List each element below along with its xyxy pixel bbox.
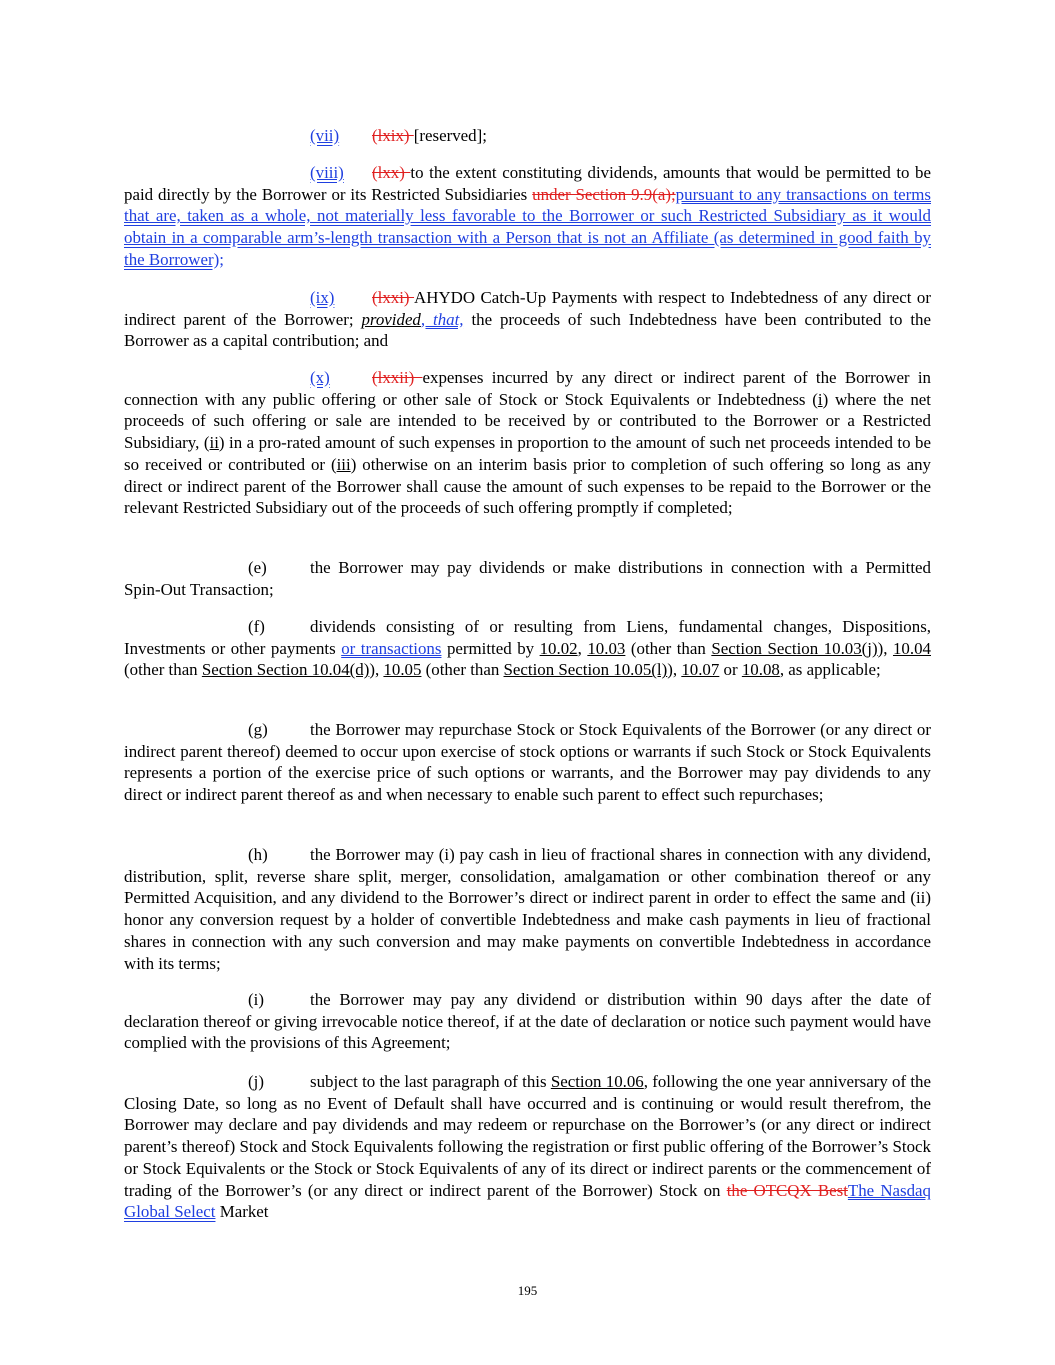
- deleted-text: the OTCQX Best: [726, 1180, 848, 1200]
- section-ref: Section 10.06: [550, 1072, 644, 1091]
- clause-number: (e): [248, 558, 267, 577]
- section-ref: 10.05: [383, 660, 422, 680]
- section-ref: 10.02: [539, 638, 578, 658]
- section-ref: Section Section 10.04(d): [201, 660, 370, 680]
- deleted-clause-number: (lxxi): [372, 288, 415, 307]
- clause-e: (e) the Borrower may pay dividends or make distributions in connection with a Permitted Spin-Out Transaction;: [124, 558, 931, 599]
- section-ref: 10.03: [587, 638, 626, 658]
- new-clause-number: (ix): [310, 288, 335, 307]
- section-ref: Section Section 10.05(l): [503, 660, 668, 680]
- clause-f: (f) dividends consisting of or resulting from Liens, fundamental changes, Dispositions, Investments or other payments or transactions permitted by 10.02, 10.03 (other than Section Section 10.03(j)), 10.04 (other than Section Section 10.04(d)), 10.05 (other than Section Section 10.05(l)), 10.07 or 10.08, as applicable;: [124, 617, 931, 680]
- deleted-clause-number: (lxx): [372, 163, 411, 182]
- deleted-text: under Section 9.9(a);: [532, 184, 676, 204]
- clause-vii: (vii) (lxix) [reserved];: [310, 126, 487, 145]
- clause-number: (h): [248, 845, 268, 864]
- clause-g: (g) the Borrower may repurchase Stock or Stock Equivalents of the Borrower (or any direct or indirect parent thereof) deemed to occur upon exercise of stock options or warrants if such Stock or Stock Equivalents represents a portion of the exercise price of such options or warrants, and the Borrower may pay dividends to any direct or indirect parent thereof as and when necessary to enable such parent to effect such repurchases;: [124, 720, 931, 805]
- clause-j: (j) subject to the last paragraph of this Section 10.06, following the one year anniversary of the Closing Date, so long as no Event of Default shall have occurred and is continuing or would result therefrom, the Borrower may declare and pay dividends and may redeem or repurchase on the Borrower’s (or any direct or indirect parent’s thereof) Stock and Stock Equivalents following the registration or first public offering of the Borrower’s Stock or Stock Equivalents or the Stock or Stock Equivalents of any of its direct or indirect parents or the commencement of trading of the Borrower’s (or any direct or indirect parent of the Borrower) Stock on the OTCQX BestThe Nasdaq Global Select Market: [124, 1072, 931, 1222]
- section-ref: 10.04: [892, 638, 931, 658]
- clause-i: (i) the Borrower may pay any dividend or distribution within 90 days after the date of declaration thereof or giving irrevocable notice thereof, if at the date of declaration or notice such payment would have complied with the provisions of this Agreement;: [124, 990, 931, 1053]
- clause-number: (g): [248, 720, 268, 739]
- provided-term: provided: [361, 309, 421, 329]
- clause-number: (j): [248, 1072, 264, 1091]
- clause-number: (f): [248, 617, 265, 636]
- new-clause-number: (vii): [310, 126, 340, 145]
- section-ref: Section Section 10.03(j): [711, 638, 878, 658]
- section-ref: 10.08: [741, 660, 780, 680]
- inserted-text: , that,: [420, 309, 464, 329]
- clause-number: (i): [248, 990, 264, 1009]
- inserted-text: or transactions: [341, 638, 442, 658]
- new-clause-number: (x): [310, 368, 330, 387]
- clause-ix: (ix) (lxxi) AHYDO Catch-Up Payments with respect to Indebtedness of any direct or indirect parent of the Borrower; provided, that, the proceeds of such Indebtedness have been contributed to the Borrower as a capital contribution; and: [124, 288, 931, 351]
- deleted-clause-number: (lxix): [372, 126, 414, 145]
- clause-viii: (viii) (lxx) to the extent constituting dividends, amounts that would be permitted to be paid directly by the Borrower or its Restricted Subsidiaries under Section 9.9(a);pursuant to any transactions on terms that are, taken as a whole, not materially less favorable to the Borrower or such Restricted Subsidiary as it would obtain in a comparable arm’s-length transaction with a Person that is not an Affiliate (as determined in good faith by the Borrower);: [124, 163, 931, 269]
- section-ref: 10.07: [681, 660, 720, 680]
- clause-h: (h) the Borrower may (i) pay cash in lieu of fractional shares in connection with any dividend, distribution, split, reverse share split, merger, consolidation, amalgamation or other combination thereof or any Permitted Acquisition, and any dividend to the Borrower’s direct or indirect parent in order to effect the same and (ii) honor any conversion request by a holder of convertible Indebtedness and make cash payments in lieu of fractional shares in connection with any such conversion and may make payments on convertible Indebtedness in accordance with its terms;: [124, 845, 931, 973]
- inserted-text: pursuant to any transactions on terms that are, taken as a whole, not materially less favorable to the Borrower or such Restricted Subsidiary as it would obtain in a comparable arm’s-length transaction with a Person that is not an Affiliate (as determined in good faith by the Borrower);: [124, 184, 931, 269]
- clause-x: (x) (lxxii) expenses incurred by any direct or indirect parent of the Borrower in connection with any public offering or other sale of Stock or Stock Equivalents or Indebtedness (i) where the net proceeds of such offering or sale are intended to be received by or contributed to the Borrower or a Restricted Subsidiary, (ii) in a pro-rated amount of such expenses in proportion to the amount of such net proceeds intended to be so received or contributed or (iii) otherwise on an interim basis prior to completion of such offering so long as any direct or indirect parent of the Borrower shall cause the amount of such expenses to be repaid to the Borrower or the relevant Restricted Subsidiary out of the proceeds of such offering promptly if completed;: [124, 368, 932, 518]
- deleted-clause-number: (lxxii): [372, 368, 423, 387]
- new-clause-number: (viii): [310, 163, 344, 182]
- page-number: 195: [517, 1283, 538, 1298]
- inserted-text: The Nasdaq Global Select: [124, 1180, 931, 1222]
